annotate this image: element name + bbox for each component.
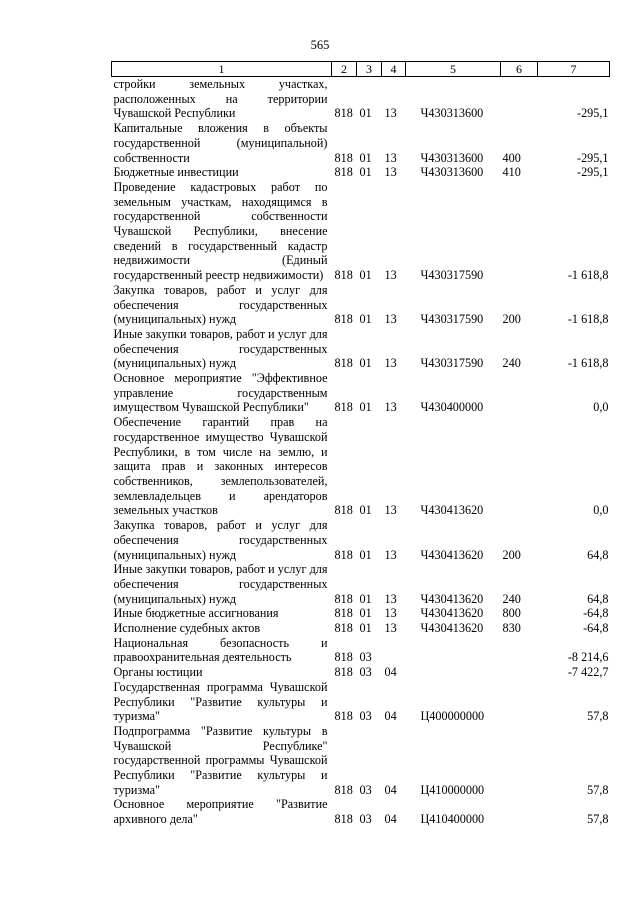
row-name: Закупка товаров, работ и услуг для обеспечения государственных (муниципальных) нужд [113,282,328,327]
row-subsection: 13 [384,356,397,371]
row-name: Национальная безопасность и правоохранительная деятельность [113,635,328,665]
row-target-article: Ч430317590 [420,356,484,371]
row-name: стройки земельных участках, расположенных на территории Чувашской Республики [113,77,328,121]
table-row [112,606,610,621]
row-section: 03 [359,650,372,665]
row-admin-code: 818 [334,812,353,827]
row-amount: 0,0 [593,400,609,415]
row-subsection: 13 [384,165,397,180]
row-expense-type: 830 [502,621,521,636]
row-amount: -8 214,6 [567,650,609,665]
row-name: Иные закупки товаров, работ и услуг для обеспечения государственных (муниципальных) нужд [113,326,328,371]
row-section: 01 [359,356,372,371]
row-amount: -295,1 [577,165,609,180]
row-expense-type [501,680,538,724]
row-subsection: 13 [384,400,397,415]
row-target-article: Ч430413620 [420,606,484,621]
row-target-article [406,636,501,665]
row-expense-type [501,797,538,826]
table-row [112,327,610,371]
row-target-article: Ч430400000 [420,400,484,415]
row-amount: -1 618,8 [567,356,609,371]
row-target-article: Ч430313600 [420,165,484,180]
row-expense-type: 410 [502,165,521,180]
row-subsection: 13 [384,268,397,283]
row-subsection: 13 [384,106,397,121]
row-expense-type: 240 [502,356,521,371]
row-admin-code: 818 [334,268,353,283]
table-row [112,165,610,180]
table-row [112,665,610,680]
row-amount: 0,0 [593,503,609,518]
row-amount: -64,8 [583,606,609,621]
row-expense-type: 200 [502,547,521,562]
table-row [112,121,610,165]
row-section: 01 [359,106,372,121]
row-expense-type [501,636,538,665]
row-subsection: 04 [384,812,397,827]
row-target-article: Ч430313600 [420,150,484,165]
row-target-article: Ч430413620 [420,591,484,606]
row-amount: -295,1 [577,106,609,121]
row-subsection [382,636,406,665]
row-amount: -1 618,8 [567,268,609,283]
table-header-row [112,62,610,77]
row-amount: 57,8 [587,709,609,724]
row-section: 01 [359,606,372,621]
table-row [112,797,610,826]
row-admin-code: 818 [334,709,353,724]
row-target-article: Ц400000000 [420,709,485,724]
table-row [112,518,610,562]
row-admin-code: 818 [334,591,353,606]
header-col-3: 3 [357,62,382,77]
row-admin-code: 818 [334,312,353,327]
row-amount: -7 422,7 [567,665,609,680]
row-amount: 57,8 [587,812,609,827]
row-section: 03 [359,709,372,724]
table-row [112,283,610,327]
row-name: Государственная программа Чувашской Республики "Развитие культуры и туризма" [113,679,328,724]
row-name: Проведение кадастровых работ по земельным участкам, находящимся в государственной собственности Чувашской Республики, внесение сведений в государственный кадастр недвижимости (Единый государственный реестр недвижимости) [113,179,328,283]
row-name: Органы юстиции [113,665,203,680]
row-expense-type [501,415,538,518]
row-amount: -64,8 [583,621,609,636]
row-subsection: 13 [384,547,397,562]
row-subsection: 13 [384,621,397,636]
table-row [112,180,610,283]
row-admin-code: 818 [334,621,353,636]
row-amount: 64,8 [587,547,609,562]
header-col-2: 2 [332,62,357,77]
row-expense-type [501,665,538,680]
row-target-article: Ц410000000 [420,782,485,797]
row-target-article: Ч430317590 [420,312,484,327]
row-amount: 64,8 [587,591,609,606]
row-section: 01 [359,547,372,562]
table-row [112,724,610,798]
table-row [112,77,610,122]
row-target-article: Ч430413620 [420,503,484,518]
row-subsection: 04 [384,782,397,797]
row-name: Основное мероприятие "Эффективное управление государственным имуществом Чувашской Республики" [113,371,328,415]
row-expense-type: 200 [502,312,521,327]
row-admin-code: 818 [334,165,353,180]
row-section: 03 [359,665,372,680]
row-admin-code: 818 [334,606,353,621]
row-subsection: 04 [384,665,397,680]
row-admin-code: 818 [334,400,353,415]
row-target-article: Ч430413620 [420,547,484,562]
row-name: Подпрограмма "Развитие культуры в Чувашской Республике" государственной программы Чувашской Республики "Развитие культуры и туризма" [113,723,328,797]
row-amount: 57,8 [587,782,609,797]
row-target-article [406,665,501,680]
row-name: Иные закупки товаров, работ и услуг для обеспечения государственных (муниципальных) нужд [113,562,328,606]
row-target-article: Ч430317590 [420,268,484,283]
row-admin-code: 818 [334,106,353,121]
row-expense-type: 400 [502,150,521,165]
row-subsection: 13 [384,591,397,606]
row-subsection: 13 [384,503,397,518]
header-col-5: 5 [406,62,501,77]
row-subsection: 13 [384,606,397,621]
row-name: Капитальные вложения в объекты государственной (муниципальной) собственности [113,121,328,165]
table-row [112,562,610,606]
row-section: 01 [359,503,372,518]
row-expense-type [501,180,538,283]
row-expense-type: 800 [502,606,521,621]
row-name: Исполнение судебных актов [113,621,261,636]
row-admin-code: 818 [334,503,353,518]
row-subsection: 04 [384,709,397,724]
table-row [112,621,610,636]
row-expense-type [501,724,538,798]
row-section: 01 [359,621,372,636]
table-row [112,680,610,724]
row-name: Бюджетные инвестиции [113,165,239,180]
row-expense-type: 240 [502,591,521,606]
row-expense-type [501,371,538,415]
row-name: Закупка товаров, работ и услуг для обеспечения государственных (муниципальных) нужд [113,518,328,562]
row-section: 03 [359,782,372,797]
row-name: Иные бюджетные ассигнования [113,606,279,621]
row-subsection: 13 [384,312,397,327]
row-admin-code: 818 [334,665,353,680]
header-col-6: 6 [501,62,538,77]
row-name: Основное мероприятие "Развитие архивного дела" [113,797,328,827]
page-number: 565 [310,38,330,52]
row-admin-code: 818 [334,782,353,797]
table-row [112,636,610,665]
row-section: 01 [359,165,372,180]
row-admin-code: 818 [334,547,353,562]
table-row [112,371,610,415]
row-target-article: Ц410400000 [420,812,485,827]
row-expense-type [501,77,538,122]
row-admin-code: 818 [334,356,353,371]
row-section: 01 [359,312,372,327]
row-name: Обеспечение гарантий прав на государственное имущество Чувашской Республики, в том числе на землю, и защита прав и законных интересов собственников, землепользователей, землевладельцев и арендаторов земельных участков [113,415,328,518]
row-admin-code: 818 [334,650,353,665]
row-subsection: 13 [384,150,397,165]
table-row [112,415,610,518]
row-section: 01 [359,268,372,283]
row-section: 01 [359,591,372,606]
row-admin-code: 818 [334,150,353,165]
row-target-article: Ч430413620 [420,621,484,636]
header-col-1: 1 [112,62,332,77]
row-section: 03 [359,812,372,827]
header-col-7: 7 [538,62,610,77]
row-section: 01 [359,150,372,165]
row-target-article: Ч430313600 [420,106,484,121]
row-amount: -1 618,8 [567,312,609,327]
budget-table [111,61,610,827]
row-amount: -295,1 [577,150,609,165]
header-col-4: 4 [382,62,406,77]
row-section: 01 [359,400,372,415]
